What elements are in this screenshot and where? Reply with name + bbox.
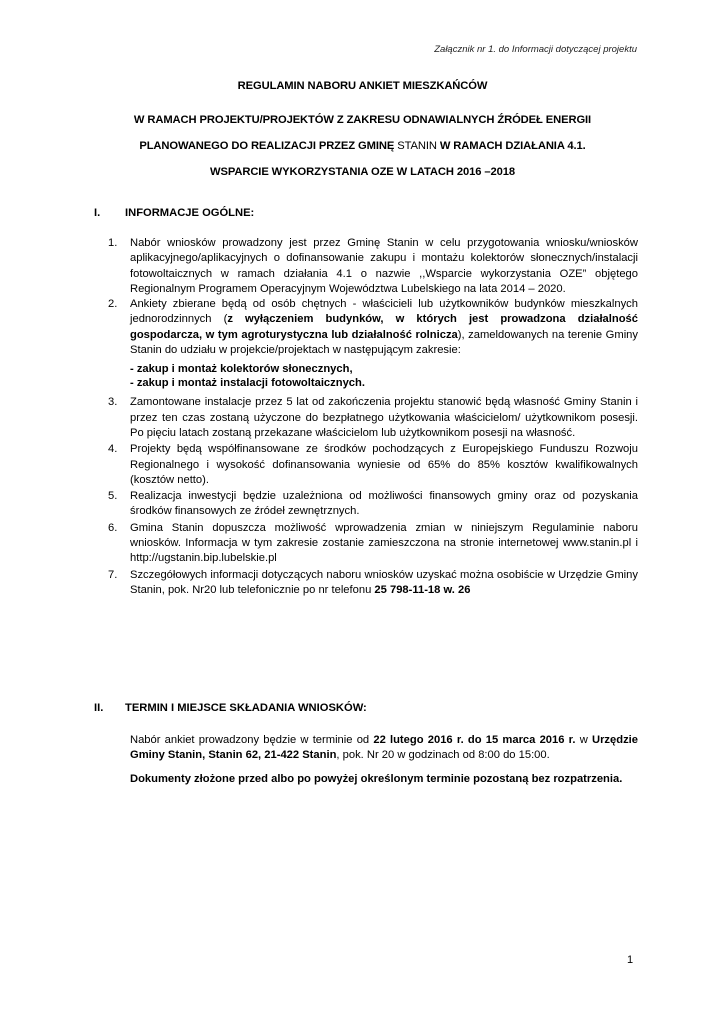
- s2-p1-address: Urzędzie Gminy Stanin, Stanin 62, 21-422 Stanin: [130, 734, 638, 762]
- scope-item-solar-collectors: - zakup i montaż kolektorów słonecznych,: [130, 363, 353, 376]
- item-6-text-a: Gmina Stanin dopuszcza możliwość wprowadzenia zmian w niniejszym Regulaminie naboru wniosków.: [130, 521, 638, 550]
- list-item-text: Realizacja inwestycji będzie uzależniona od możliwości finansowych gminy oraz od pozyskania środków finansowych ze źródeł zewnętrznych.: [130, 490, 638, 518]
- title-line-4: WSPARCIE WYKORZYSTANIA OZE W LATACH 2016 –2018: [210, 166, 515, 178]
- list-item-text: [130, 521, 638, 567]
- section-2-number: II.: [94, 702, 104, 714]
- list-item-text: [130, 568, 638, 599]
- item-2-text-b: ), zameldowanych na terenie Gminy Stanin do udziału w projekcie/projektach w następującym zakresie:: [130, 328, 638, 357]
- section-2-heading: [94, 702, 367, 714]
- title-line-3-part-a: PLANOWANEGO DO REALIZACJI PRZEZ GMINĘ: [139, 140, 395, 152]
- item-6-text-b: Informacja w tym zakresie zostanie zamieszczona na stronie internetowej www.stanin.pl i http://ugstanin.bip.lubelskie.pl: [130, 537, 638, 565]
- section-1-title: INFORMACJE OGÓLNE:: [125, 207, 255, 219]
- list-item-text: Zamontowane instalacje przez 5 lat od zakończenia projektu stanowić będą własność Gminy Stanin i przez ten czas zostaną użyczone do bezpłatnego użytkowania właścicielom/ użytkownikom posesji. Po pięciu latach zostaną przekazane właścicielom lub użytkownikom posesji na własność.: [130, 396, 638, 439]
- title-line-2: W RAMACH PROJEKTU/PROJEKTÓW Z ZAKRESU ODNAWIALNYCH ŹRÓDEŁ ENERGII: [133, 114, 592, 126]
- annex-note: Załącznik nr 1. do Informacji dotyczącej projektu: [434, 44, 637, 55]
- list-item-number: 4.: [108, 443, 118, 456]
- list-item-number: 5.: [108, 490, 118, 503]
- list-item-number: 1.: [108, 237, 118, 249]
- list-item: [108, 236, 638, 297]
- section-1-number: I.: [94, 207, 101, 219]
- item-2-text-bold: z wyłączeniem budynków, w których jest prowadzona działalność gospodarcza, w tym agroturystyczna lub działalność rolnicza: [130, 313, 638, 341]
- section-1-list: [108, 236, 638, 598]
- list-item: [108, 442, 638, 488]
- s2-p1-b: w: [575, 734, 592, 746]
- list-item-number: 3.: [108, 396, 118, 409]
- list-item: [108, 568, 638, 599]
- s2-p1-a: Nabór ankiet prowadzony będzie w terminie od: [130, 734, 374, 746]
- list-item: [108, 297, 638, 390]
- scope-list: [130, 362, 638, 390]
- item-2-text-a: Ankiety zbierane będą od osób chętnych - właścicieli lub użytkowników budynków mieszkalnych jednorodzinnych (: [130, 298, 638, 326]
- section-2-paragraph-1: [130, 733, 638, 764]
- list-item-number: 6.: [108, 521, 118, 534]
- list-item-number: 2.: [108, 298, 118, 311]
- s2-p1-dates: 22 lutego 2016 r. do 15 marca 2016 r.: [373, 734, 576, 746]
- title-line-3-part-c: W RAMACH DZIAŁANIA 4.1.: [439, 140, 586, 152]
- list-item: [108, 521, 638, 567]
- section-2-body: [130, 733, 638, 795]
- list-item-text: [130, 297, 638, 358]
- scope-item-photovoltaics: - zakup i montaż instalacji fotowoltaicznych.: [130, 377, 365, 390]
- list-item-text: Nabór wniosków prowadzony jest przez Gminę Stanin w celu przygotowania wniosku/wniosków aplikacyjnego/aplikacyjnych o dofinansowanie zakupu i montażu kolektorów słonecznych/instalacji fotowoltaicznych w ramach działania 4.1 o nazwie ,,Wsparcie wykorzystania OZE” objętego Regionalnym Programem Operacyjnym Województwa Lubelskiego na lata 2014 – 2020.: [130, 237, 638, 295]
- item-7-text-a: Szczegółowych informacji dotyczących naboru wniosków uzyskać można osobiście w Urzędzie Gminy Stanin, pok. Nr20 lub telefonicznie po nr telefonu: [130, 568, 638, 596]
- list-item: [108, 489, 638, 520]
- list-item: [108, 395, 638, 441]
- list-item-number: 7.: [108, 568, 118, 581]
- s2-p1-c: , pok. Nr 20 w godzinach od 8:00 do 15:00.: [336, 749, 550, 762]
- title-line-3-part-b: STANIN: [394, 140, 440, 152]
- list-item-text: Projekty będą współfinansowane ze środków pochodzących z Europejskiego Funduszu Rozwoju Regionalnego i wysokość dofinansowania wyniesie od 65% do 85% kosztów kwalifikowalnych (kosztów netto).: [130, 443, 638, 486]
- item-7-phone: 25 798-11-18 w. 26: [374, 583, 471, 596]
- title-line-3: [0, 140, 725, 152]
- page-number: 1: [627, 954, 634, 966]
- title-line-1: REGULAMIN NABORU ANKIET MIESZKAŃCÓW: [237, 80, 488, 92]
- section-2-paragraph-2: Dokumenty złożone przed albo po powyżej określonym terminie pozostaną bez rozpatrzenia.: [130, 772, 623, 785]
- section-1-heading: [94, 207, 254, 219]
- section-2-title: TERMIN I MIEJSCE SKŁADANIA WNIOSKÓW:: [125, 702, 367, 714]
